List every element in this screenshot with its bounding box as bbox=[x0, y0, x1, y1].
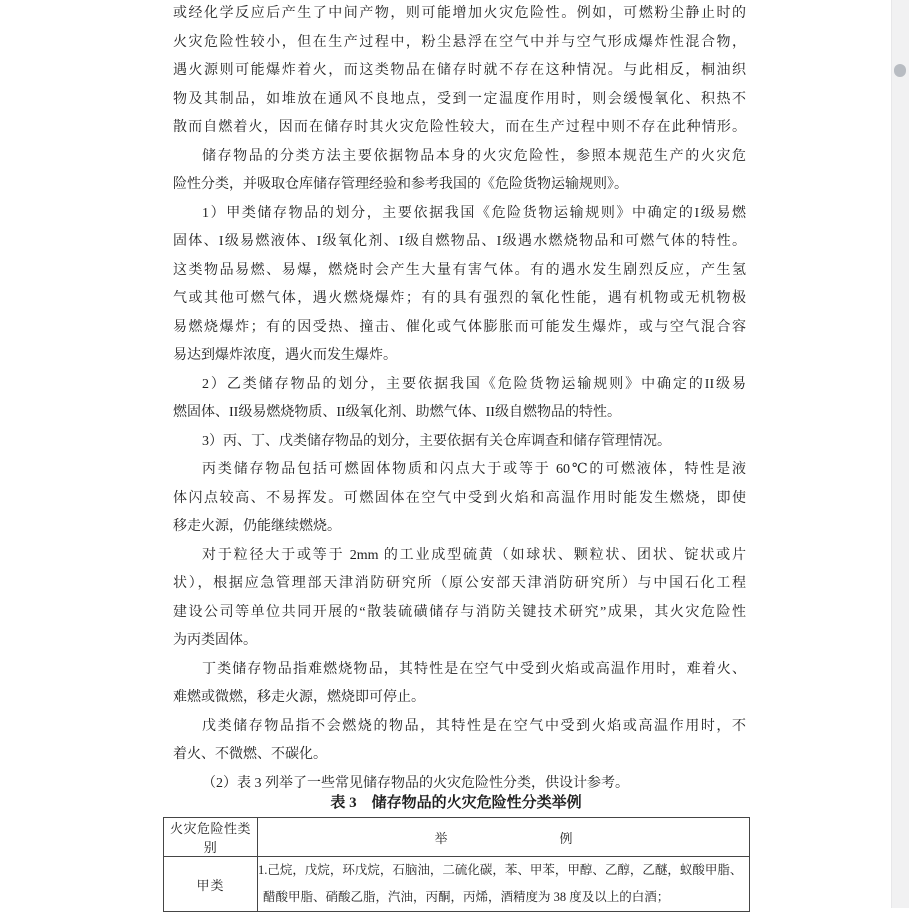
example-line: 醋酸甲脂、硝酸乙脂，汽油，丙酮，丙烯，酒精度为 38 度及以上的白酒； bbox=[263, 890, 670, 904]
scrollbar-track[interactable] bbox=[891, 0, 909, 908]
table-row bbox=[164, 857, 750, 912]
text-line: 建设公司等单位共同开展的“散装硫磺储存与消防关键技术研究”成果，其火灾危险性 bbox=[173, 604, 746, 620]
text-line: 散而自燃着火，因而在储存时其火灾危险性较大，而在生产过程中则不存在此种情形。 bbox=[173, 120, 746, 135]
text-line: 固体、I级易燃液体、I级氧化剂、I级自燃物品、I级遇水燃烧物品和可燃气体的特性。 bbox=[173, 234, 746, 249]
text-line: 体闪点较高、不易挥发。可燃固体在空气中受到火焰和高温作用时能发生燃烧，即使 bbox=[173, 490, 746, 506]
text-line: （2）表 3 列举了一些常见储存物品的火灾危险性分类，供设计参考。 bbox=[202, 775, 629, 791]
text-line: 为丙类固体。 bbox=[173, 633, 257, 648]
text-line: 燃固体、II级易燃烧物质、II级氧化剂、助燃气体、II级自燃物品的特性。 bbox=[173, 405, 621, 420]
text-line: 戊类储存物品指不会燃烧的物品，其特性是在空气中受到火焰或高温作用时，不 bbox=[202, 718, 746, 734]
text-line: 移走火源，仍能继续燃烧。 bbox=[173, 519, 341, 534]
text-line: 险性分类，并吸取仓库储存管理经验和参考我国的《危险货物运输规则》。 bbox=[173, 177, 628, 192]
text-line: 1）甲类储存物品的划分，主要依据我国《危险货物运输规则》中确定的I级易燃 bbox=[202, 205, 746, 221]
header-example-char: 举 bbox=[434, 830, 448, 846]
text-line: 丁类储存物品指难燃烧物品，其特性是在空气中受到火焰或高温作用时，难着火、 bbox=[202, 661, 746, 677]
classification-table bbox=[163, 817, 749, 912]
text-line: 状），根据应急管理部天津消防研究所（原公安部天津消防研究所）与中国石化工程 bbox=[173, 576, 746, 591]
text-line: 3）丙、丁、戊类储存物品的划分，主要依据有关仓库调查和储存管理情况。 bbox=[202, 433, 671, 449]
table-caption: 表 3 储存物品的火灾危险性分类举例 bbox=[330, 795, 582, 811]
text-line: 对于粒径大于或等于 2mm 的工业成型硫黄（如球状、颗粒状、团状、锭状或片 bbox=[202, 547, 746, 563]
text-line: 遇火源则可能爆炸着火，而这类物品在储存时就不存在这种情况。与此相反，桐油织 bbox=[173, 63, 746, 78]
table-header-row bbox=[164, 818, 750, 857]
text-line: 着火、不微燃、不碳化。 bbox=[173, 747, 327, 762]
text-line: 易达到爆炸浓度，遇火而发生爆炸。 bbox=[173, 348, 397, 363]
text-line: 易燃烧爆炸；有的因受热、撞击、催化或气体膨胀而可能发生爆炸，或与空气混合容 bbox=[173, 319, 746, 335]
text-line: 或经化学反应后产生了中间产物，则可能增加火灾危险性。例如，可燃粉尘静止时的 bbox=[173, 6, 746, 21]
text-line: 2）乙类储存物品的划分，主要依据我国《危险货物运输规则》中确定的II级易 bbox=[202, 376, 746, 392]
text-line: 物及其制品，如堆放在通风不良地点，受到一定温度作用时，则会缓慢氧化、积热不 bbox=[173, 91, 746, 107]
header-category: 火灾危险性类别 bbox=[164, 818, 258, 857]
text-line: 这类物品易燃、易爆，燃烧时会产生大量有害气体。有的遇水发生剧烈反应，产生氢 bbox=[173, 262, 746, 278]
cell-category: 甲类 bbox=[164, 857, 258, 912]
text-line: 火灾危险性较小，但在生产过程中，粉尘悬浮在空气中并与空气形成爆炸性混合物， bbox=[173, 34, 746, 50]
text-line: 丙类储存物品包括可燃固体物质和闪点大于或等于 60℃的可燃液体，特性是液 bbox=[202, 462, 746, 477]
text-line: 难燃或微燃，移走火源，燃烧即可停止。 bbox=[173, 690, 425, 705]
text-line: 气或其他可燃气体，遇火燃烧爆炸；有的具有强烈的氧化性能，遇有机物或无机物极 bbox=[173, 291, 746, 306]
document-text bbox=[173, 0, 746, 798]
header-example-char: 例 bbox=[559, 830, 573, 846]
example-line: 1.己烷，戊烷，环戊烷，石脑油，二硫化碳，苯、甲苯，甲醇、乙醇，乙醚，蚁酸甲脂、 bbox=[258, 863, 743, 877]
cell-examples bbox=[258, 857, 750, 912]
scrollbar-thumb[interactable] bbox=[894, 64, 906, 77]
text-line: 储存物品的分类方法主要依据物品本身的火灾危险性，参照本规范生产的火灾危 bbox=[202, 148, 746, 164]
header-example bbox=[258, 818, 750, 857]
